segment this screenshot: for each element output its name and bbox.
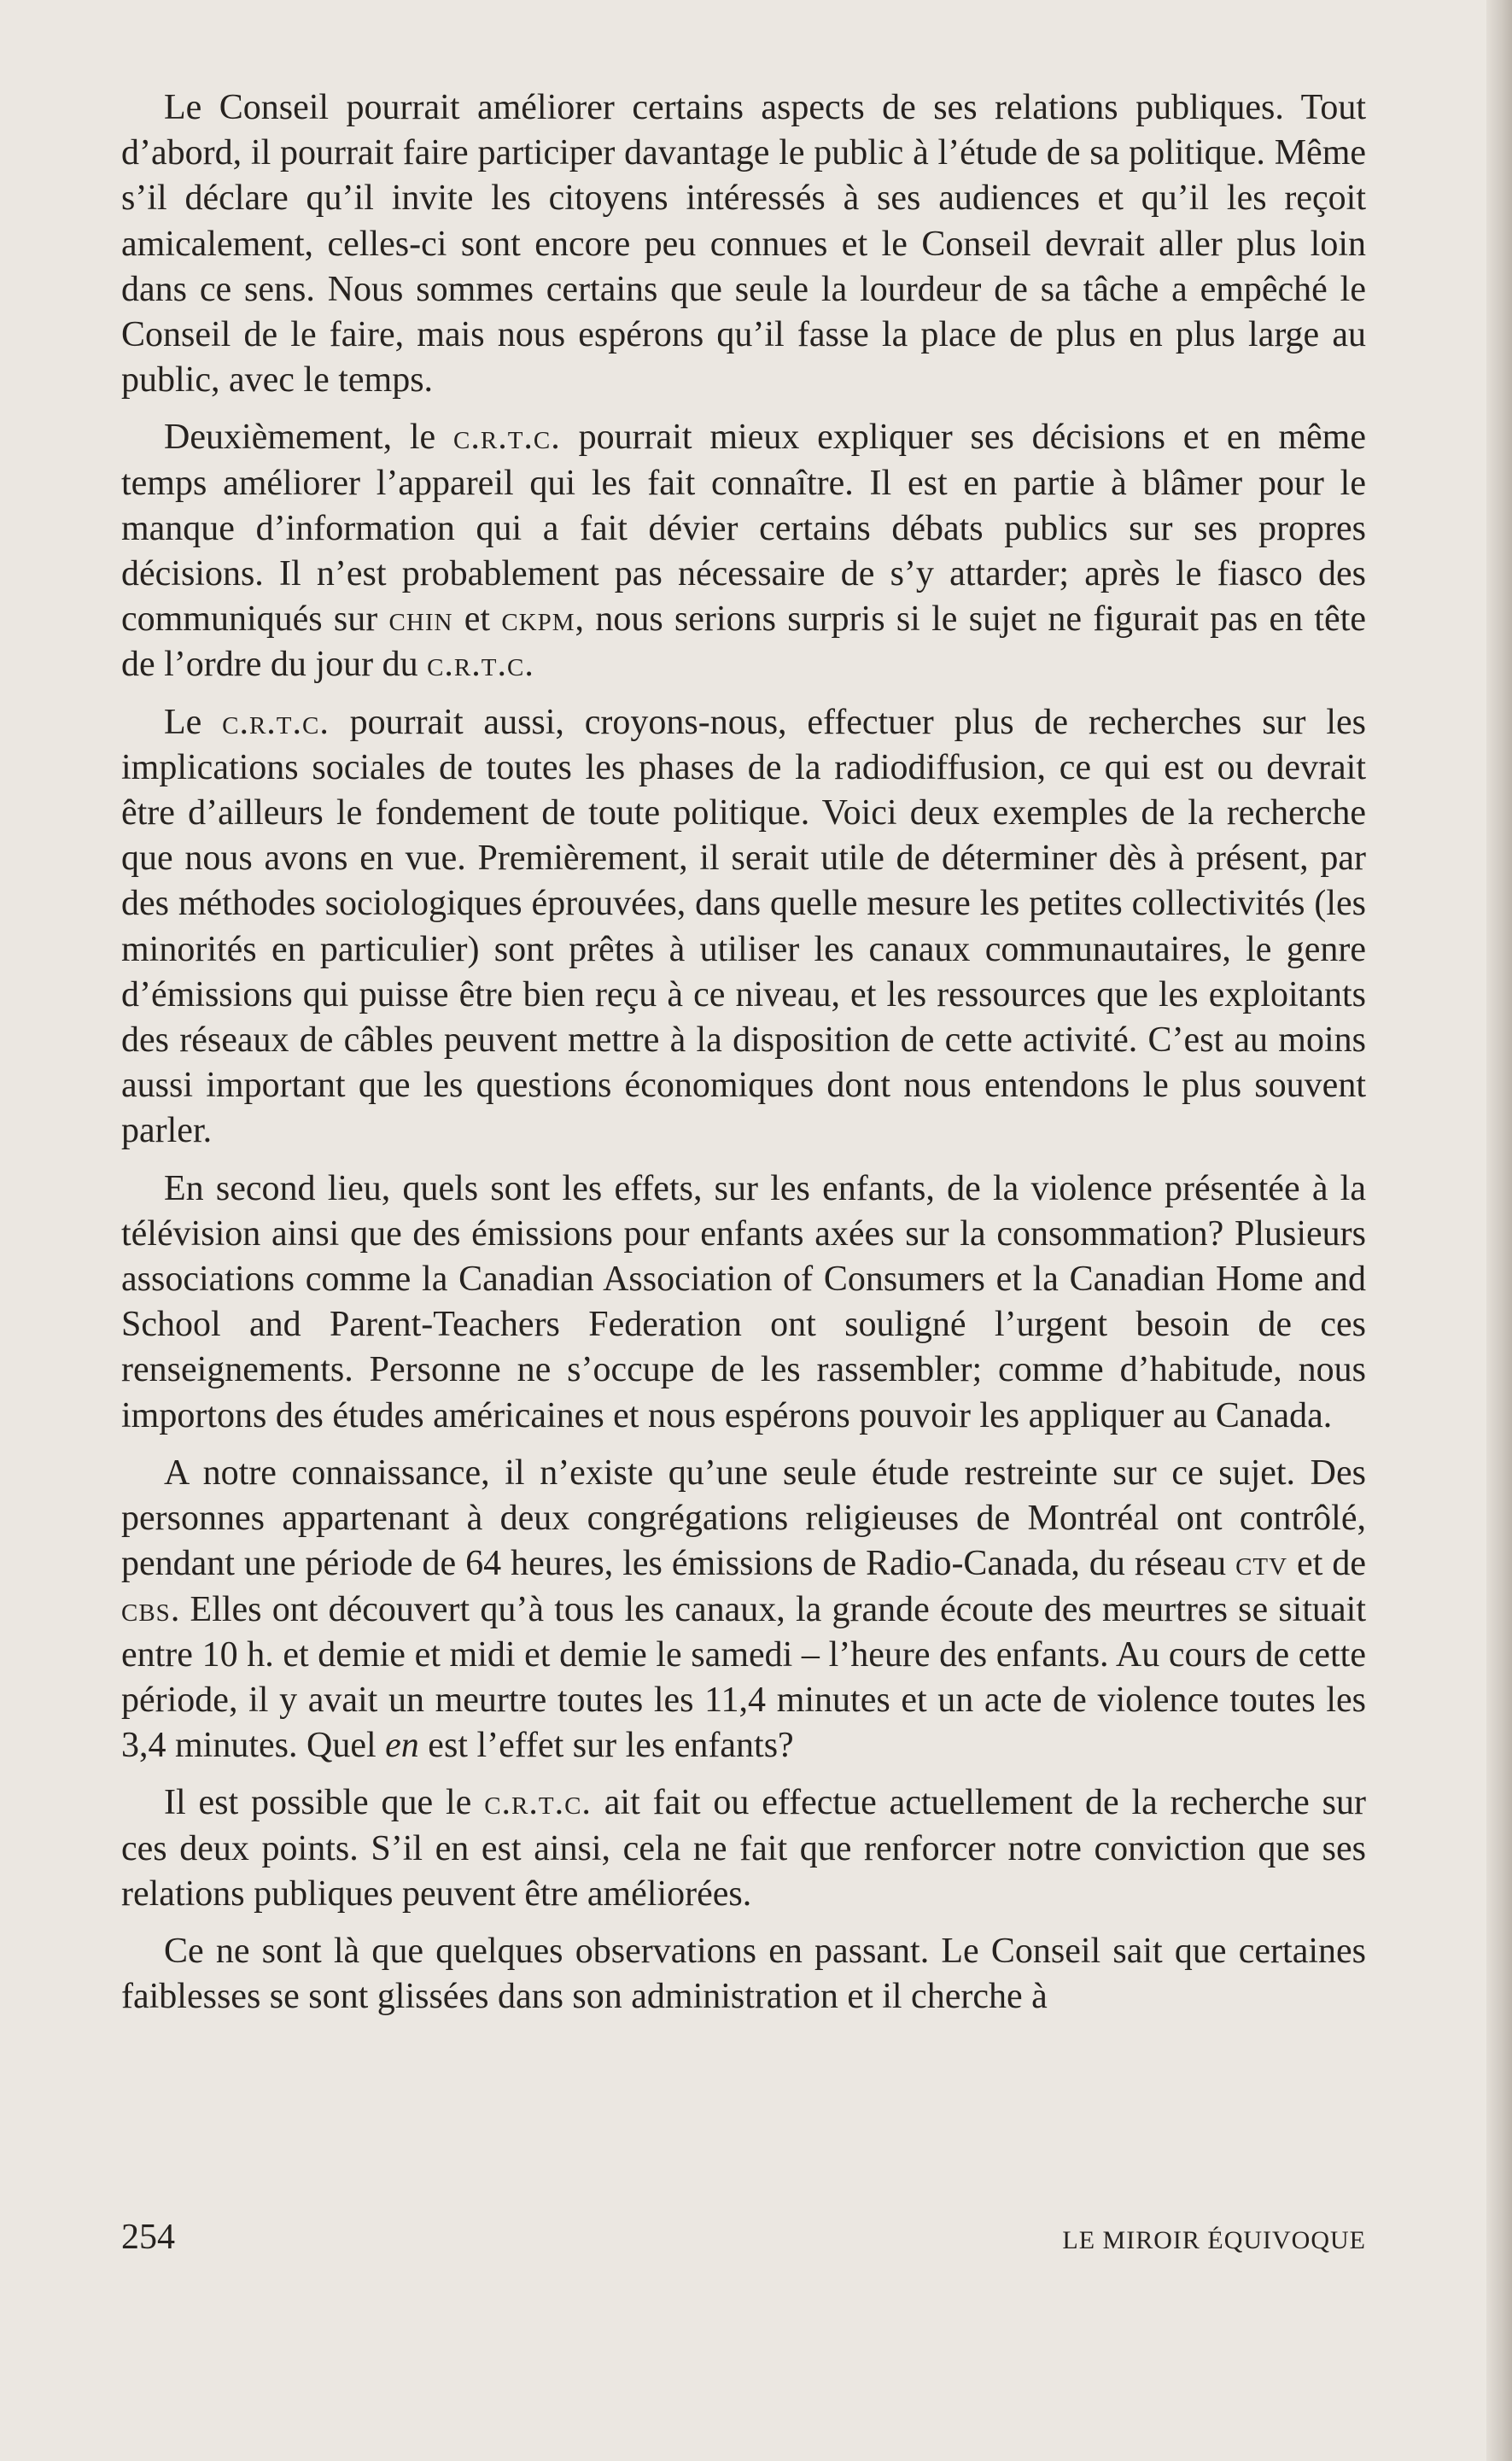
text-run: Deuxièmement, le	[164, 418, 454, 458]
paragraph	[121, 700, 1366, 1155]
text-run: est l’effet sur les enfants?	[418, 1726, 794, 1766]
small-caps-acronym: ctv	[1235, 1544, 1288, 1584]
small-caps-acronym: c.r.t.c.	[427, 645, 534, 685]
text-run: ait fait ou effectue actuellement de la recherche sur ces deux points. S’il en est ainsi, cela ne fait que renforcer notre conviction que ses relations publiques peuvent être améliorées.	[121, 1783, 1366, 1914]
text-run: Ce ne sont là que quelques observations en passant. Le Conseil sait que certaines faiblesses se sont glissées dans son administration et il cherche à	[121, 1931, 1366, 2017]
page-footer	[121, 2217, 1366, 2258]
small-caps-acronym: chin	[388, 599, 453, 640]
small-caps-acronym: c.r.t.c.	[484, 1783, 592, 1823]
text-run: . Elles ont découvert qu’à tous les canaux, la grande écoute des meurtres se situait entre 10 h. et demie et midi et demie le samedi – l’heure des enfants. Au cours de cette période, il y avait un meurtre toutes les 11,4 minutes et un acte de violence toutes les 3,4 minutes. Quel	[121, 1589, 1366, 1766]
paragraph	[121, 1166, 1366, 1439]
text-run: A notre connaissance, il n’existe qu’une seule étude restreinte sur ce sujet. Des personnes appartenant à deux congrégations religieuses de Montréal ont contrôlé, pendant une période de 64 heures, les émissions de Radio-Canada, du réseau	[121, 1453, 1366, 1584]
small-caps-acronym: ckpm	[501, 599, 575, 640]
running-title: LE MIROIR ÉQUIVOQUE	[1062, 2226, 1366, 2254]
paragraph	[121, 1451, 1366, 1768]
text-run: pourrait mieux expliquer ses décisions et en même temps améliorer l’appareil qui les fait connaître. Il est en partie à blâmer pour le manque d’information qui a fait dévier certains débats publics sur ses propres décisions. Il n’est probablement pas nécessaire de s’y attarder; après le fiasco des communiqués sur	[121, 418, 1366, 640]
text-run: En second lieu, quels sont les effets, sur les enfants, de la violence présentée à la télévision ainsi que des émissions pour enfants axées sur la consommation? Plusieurs associations comme la Canadian Association of Consumers et la Canadian Home and School and Parent-Teachers Federation ont souligné l’urgent besoin de ces renseignements. Personne ne s’occupe de les rassembler; comme d’habitude, nous importons des études américaines et nous espérons pouvoir les appliquer au Canada.	[121, 1168, 1366, 1435]
text-run: et	[452, 599, 502, 640]
small-caps-acronym: cbs	[121, 1589, 171, 1629]
italic-text: en	[385, 1726, 419, 1766]
text-run: et de	[1287, 1544, 1366, 1584]
text-run: , nous serions surpris si le sujet ne figurait pas en tête de l’ordre du jour du	[121, 599, 1367, 685]
text-run: Le	[164, 702, 223, 742]
text-run: Le Conseil pourrait améliorer certains aspects de ses relations publiques. Tout d’abord, il pourrait faire participer davantage le public à l’étude de sa politique. Même s’il déclare qu’il invite les citoyens intéressés à ses audiences et qu’il les reçoit amicalement, celles-ci sont encore peu connues et le Conseil devrait aller plus loin dans ce sens. Nous sommes certains que seule la lourdeur de sa tâche a empêché le Conseil de le faire, mais nous espérons qu’il fasse la place de plus en plus large au public, avec le temps.	[121, 88, 1366, 400]
text-run: pourrait aussi, croyons-nous, effectuer plus de recherches sur les implications sociales de toutes les phases de la radiodiffusion, ce qui est ou devrait être d’ailleurs le fondement de toute politique. Voici deux exemples de la recherche que nous avons en vue. Premièrement, il serait utile de déterminer dès à présent, par des méthodes sociologiques éprouvées, dans quelle mesure les petites collectivités (les minorités en particulier) sont prêtes à utiliser les canaux communautaires, le genre d’émissions qui puisse être bien reçu à ce niveau, et les ressources que les exploitants des réseaux de câbles peuvent mettre à la disposition de cette activité. C’est au moins aussi important que les questions économiques dont nous entendons le plus souvent parler.	[121, 702, 1367, 1151]
text-run: Il est possible que le	[164, 1783, 485, 1823]
paragraph	[121, 85, 1366, 403]
body-text	[121, 85, 1366, 2031]
paragraph	[121, 1929, 1366, 2020]
page-edge-shadow	[1486, 0, 1512, 2461]
paragraph	[121, 415, 1366, 687]
paragraph	[121, 1780, 1366, 1917]
page-number: 254	[121, 2218, 175, 2257]
small-caps-acronym: c.r.t.c.	[222, 702, 330, 742]
small-caps-acronym: c.r.t.c.	[453, 418, 561, 458]
